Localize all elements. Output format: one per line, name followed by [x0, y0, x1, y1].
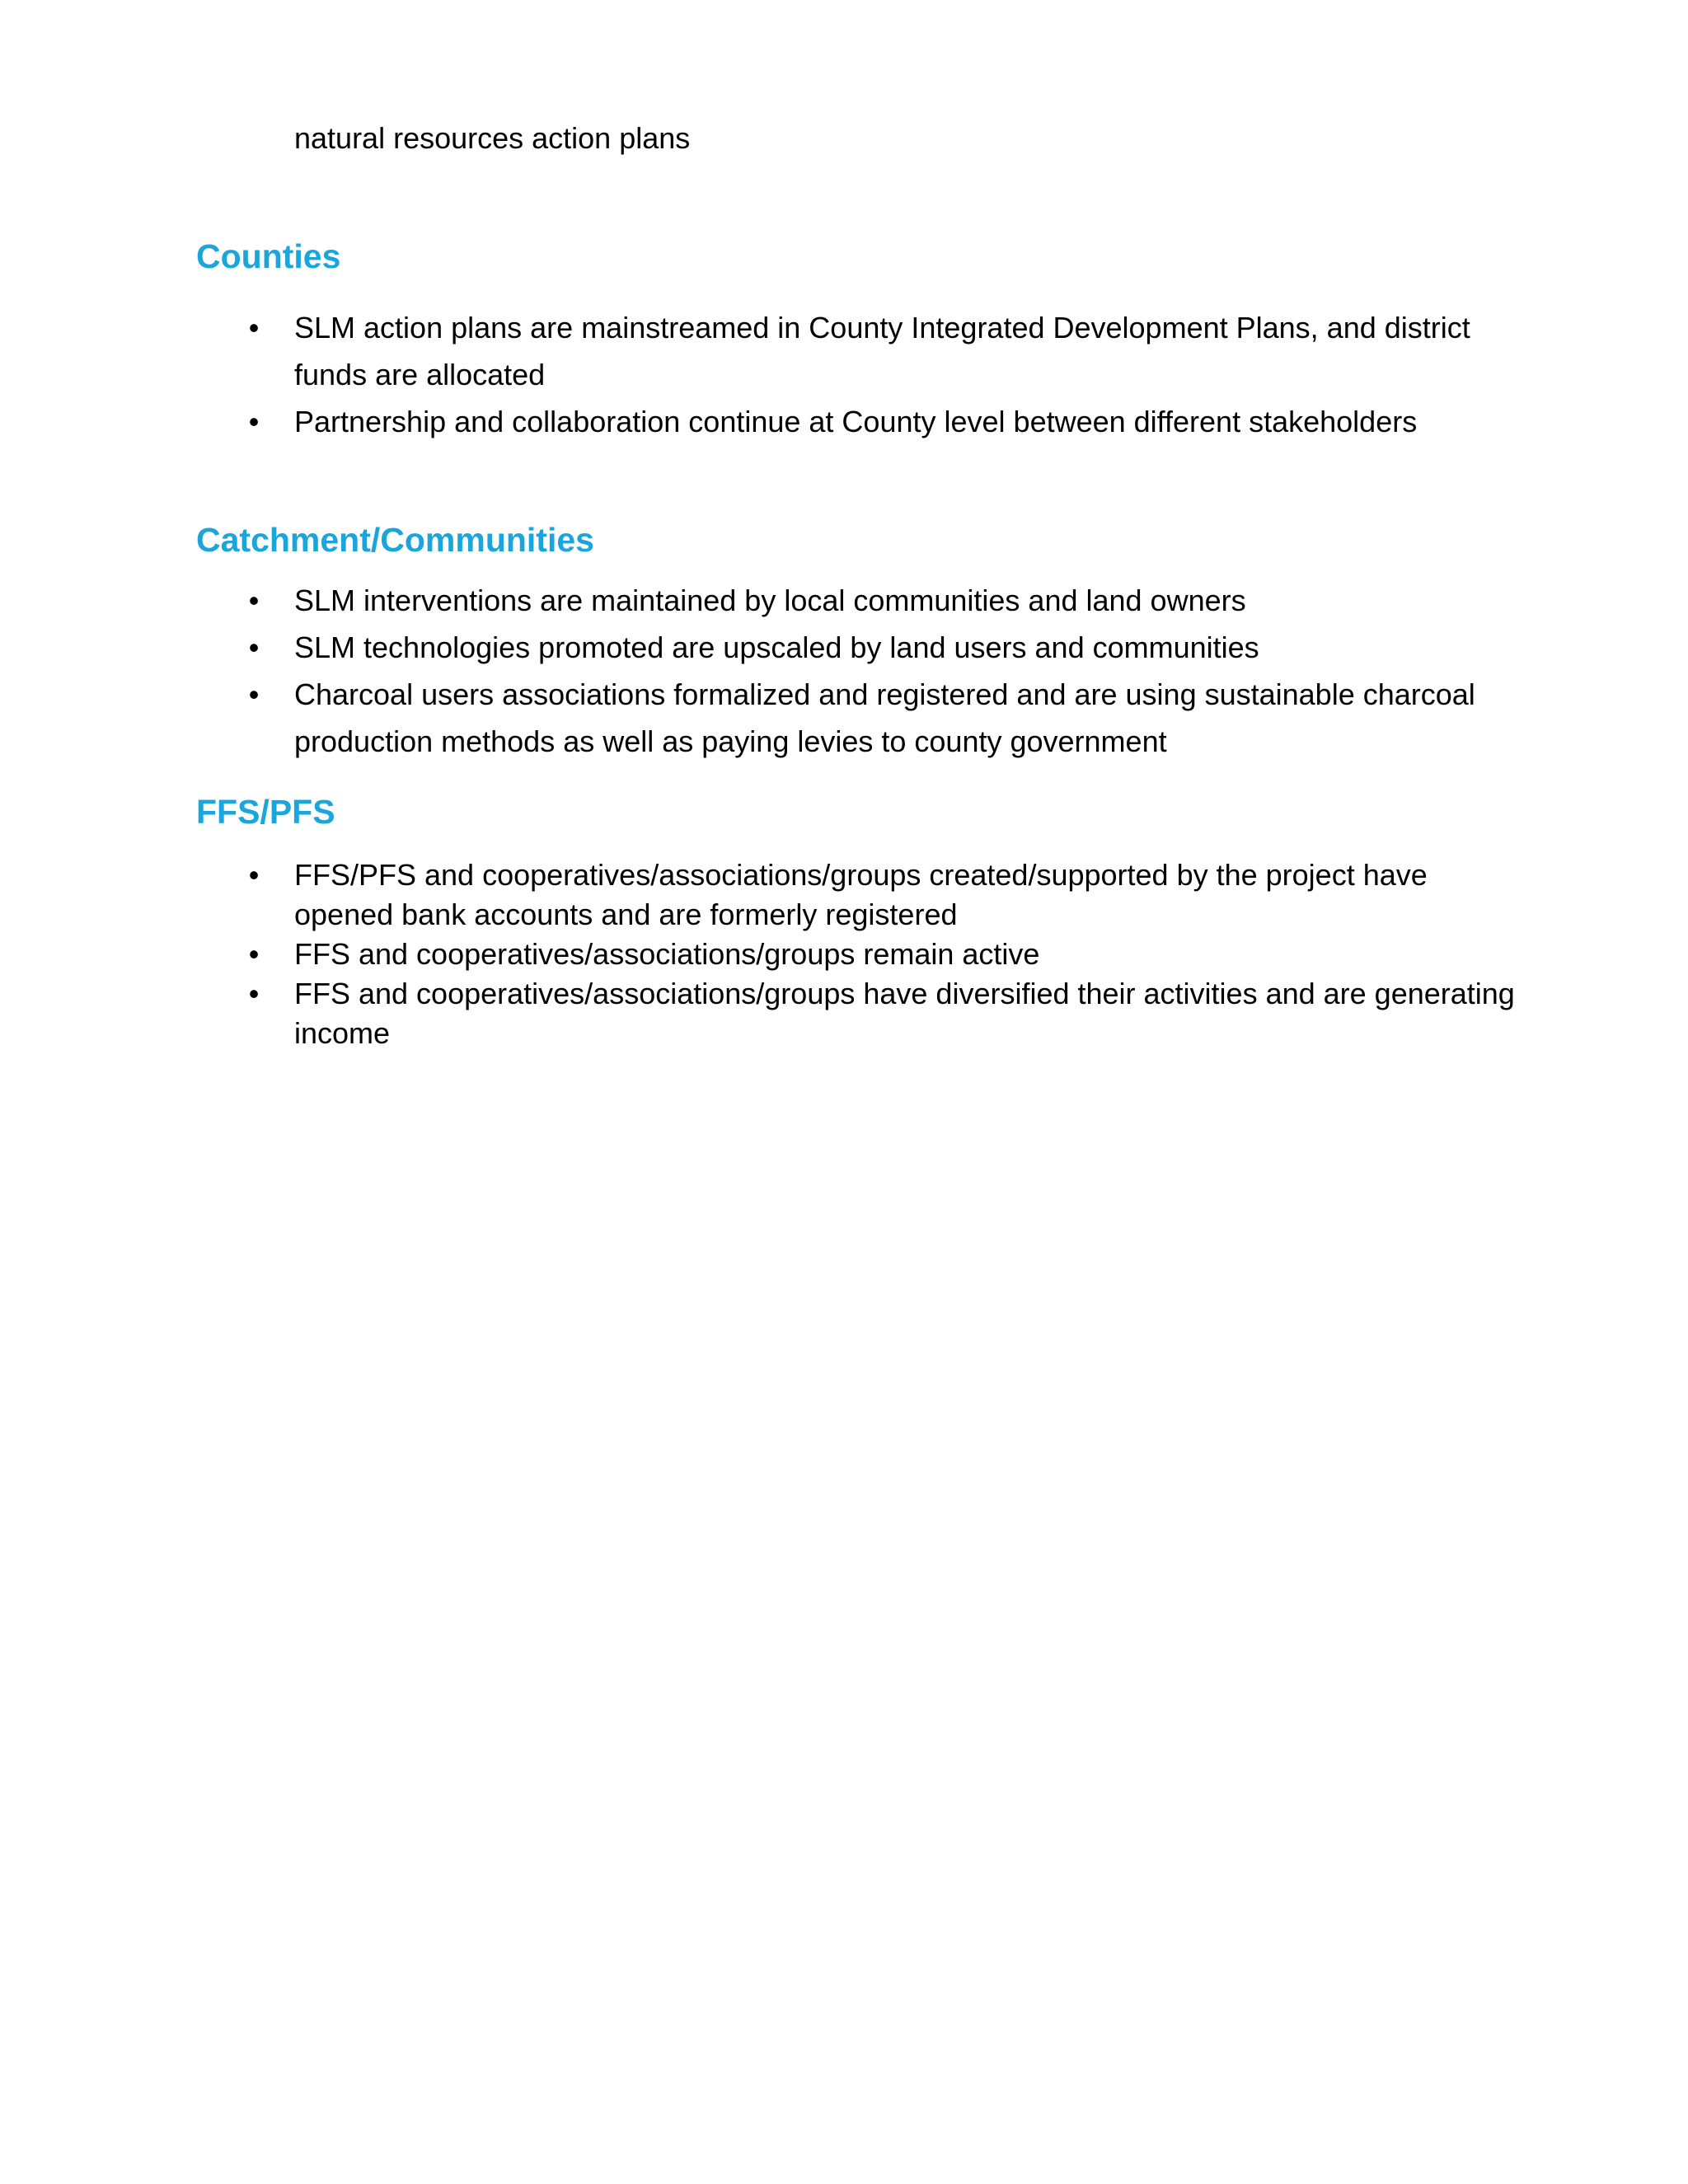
- list-item-text: FFS and cooperatives/associations/groups remain active: [294, 937, 1040, 971]
- bullet-icon: •: [248, 405, 260, 438]
- list-item: [244, 935, 1530, 974]
- bullet-icon: •: [248, 311, 260, 344]
- bullet-list-ffs-pfs: [244, 855, 1530, 1053]
- list-item-text: SLM technologies promoted are upscaled by land users and communities: [294, 630, 1259, 664]
- bullet-list-catchment-communities: [244, 577, 1530, 765]
- list-item: [244, 855, 1530, 935]
- list-item: [244, 304, 1530, 398]
- list-item: [244, 624, 1530, 671]
- list-item: [244, 398, 1530, 445]
- list-item-text: Charcoal users associations formalized and registered and are using sustainable charcoal production methods as well as paying levies to county government: [294, 677, 1475, 758]
- section-heading-ffs-pfs: FFS/PFS: [196, 793, 335, 831]
- list-item-text: FFS and cooperatives/associations/groups have diversified their activities and are generating income: [294, 977, 1515, 1050]
- section-heading-counties: Counties: [196, 237, 341, 275]
- list-item: [244, 974, 1530, 1053]
- list-item: [244, 577, 1530, 624]
- list-item: [244, 671, 1530, 765]
- bullet-icon: •: [248, 583, 260, 617]
- bullet-icon: •: [248, 630, 260, 664]
- list-item-text: SLM action plans are mainstreamed in County Integrated Development Plans, and district funds are allocated: [294, 311, 1470, 391]
- bullet-icon: •: [248, 677, 260, 711]
- bullet-icon: •: [248, 937, 260, 971]
- list-item-text: Partnership and collaboration continue at County level between different stakeholders: [294, 405, 1418, 438]
- list-item-text: SLM interventions are maintained by local communities and land owners: [294, 583, 1246, 617]
- list-item-text: FFS/PFS and cooperatives/associations/groups created/supported by the project have opened bank accounts and are formerly registered: [294, 858, 1428, 931]
- bullet-list-counties: [244, 304, 1530, 445]
- continuation-text: natural resources action plans: [294, 121, 691, 155]
- bullet-icon: •: [248, 858, 260, 892]
- section-heading-catchment-communities: Catchment/Communities: [196, 521, 594, 559]
- bullet-icon: •: [248, 977, 260, 1010]
